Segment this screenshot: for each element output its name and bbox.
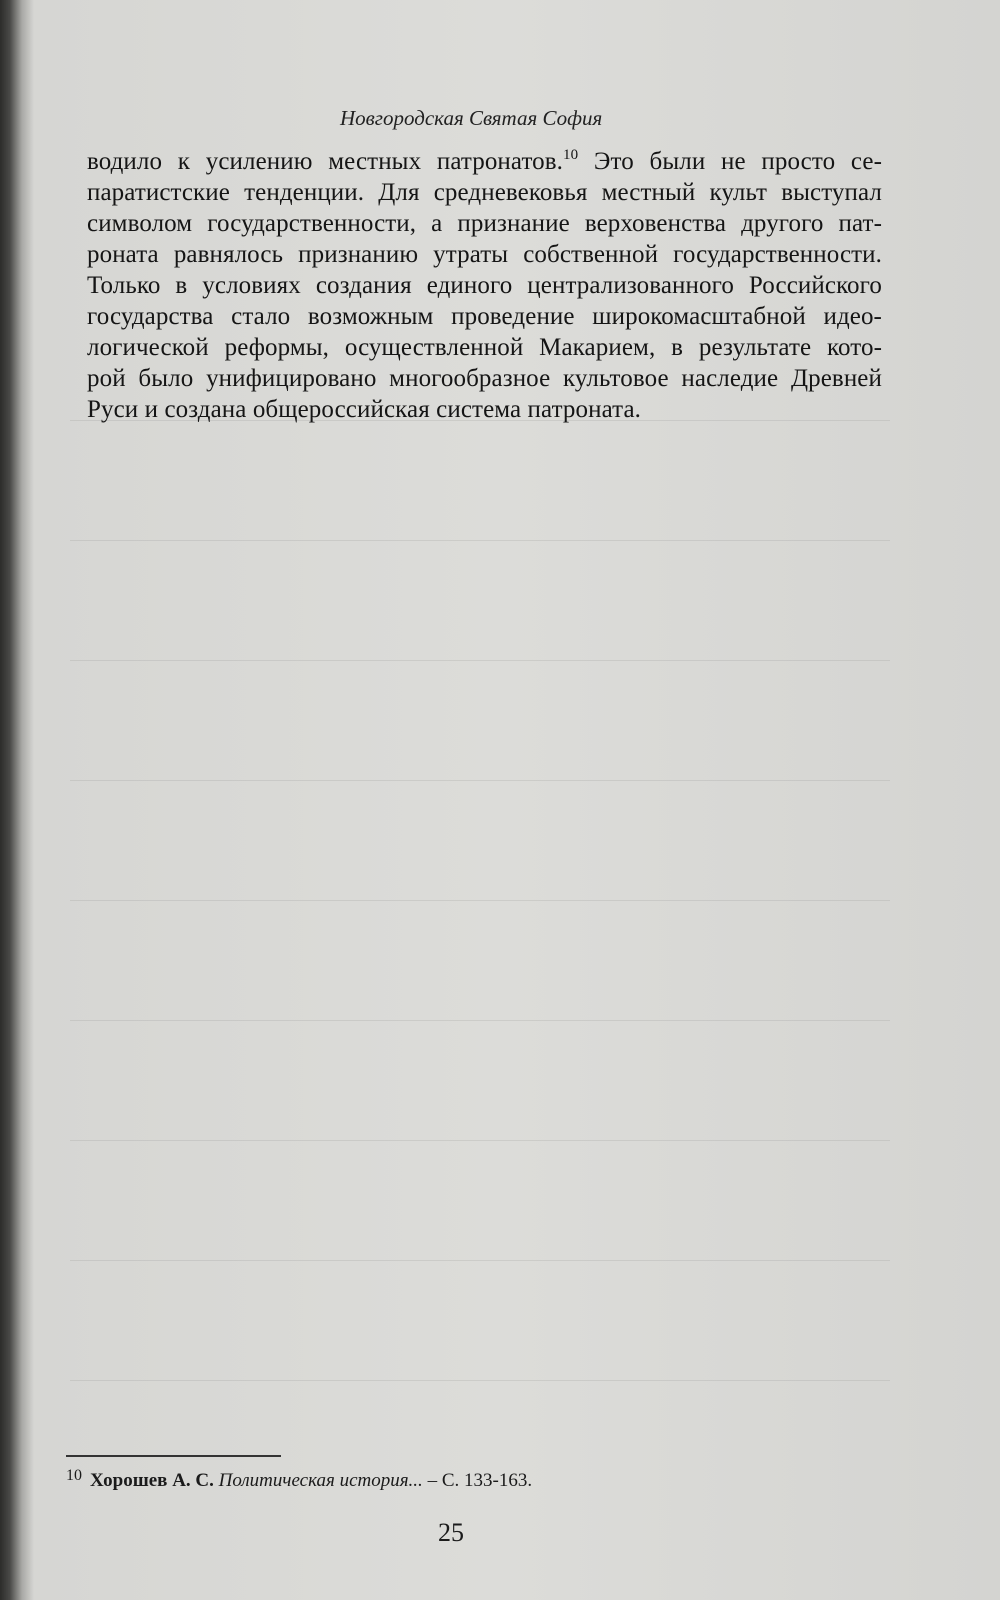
footnote [66, 1467, 826, 1492]
page-number: 25 [438, 1518, 464, 1547]
text-line: рой было унифицировано многообразное культовое наследие Древней [87, 365, 882, 392]
running-head: Новгородская Святая София [340, 106, 603, 130]
text-line: Руси и создана общероссийская система патроната. [87, 396, 642, 423]
show-through-line [70, 540, 890, 541]
text-line [87, 146, 882, 177]
footnote-number: 10 [66, 1467, 82, 1484]
show-through-line [70, 1260, 890, 1261]
text-segment: Это были не просто се- [578, 148, 883, 175]
body-paragraph [87, 146, 882, 425]
text-segment: водило к усилению местных патронатов. [87, 148, 564, 175]
text-line: роната равнялось признанию утраты собственной государственности. [87, 241, 882, 268]
text-line: логической реформы, осуществленной Макарием, в результате кото- [87, 334, 882, 361]
footnote-author: Хорошев А. С. [90, 1470, 214, 1491]
text-line: государства стало возможным проведение широкомасштабной идео- [87, 303, 882, 330]
footnote-title: Политическая история... [218, 1470, 423, 1491]
show-through-line [70, 900, 890, 901]
footnote-pages: – С. 133-163. [422, 1470, 533, 1491]
text-line: символом государственности, а признание верховенства другого пат- [87, 210, 882, 237]
show-through-line [70, 1020, 890, 1021]
show-through-line [70, 1380, 890, 1381]
footnote-reference[interactable]: 10 [563, 147, 579, 163]
footnote-divider [66, 1455, 281, 1457]
show-through-line [70, 660, 890, 661]
text-line: паратистские тенденции. Для средневековья местный культ выступал [87, 179, 882, 206]
show-through-line [70, 1140, 890, 1141]
show-through-line [70, 780, 890, 781]
text-line: Только в условиях создания единого централизованного Российского [87, 272, 882, 299]
